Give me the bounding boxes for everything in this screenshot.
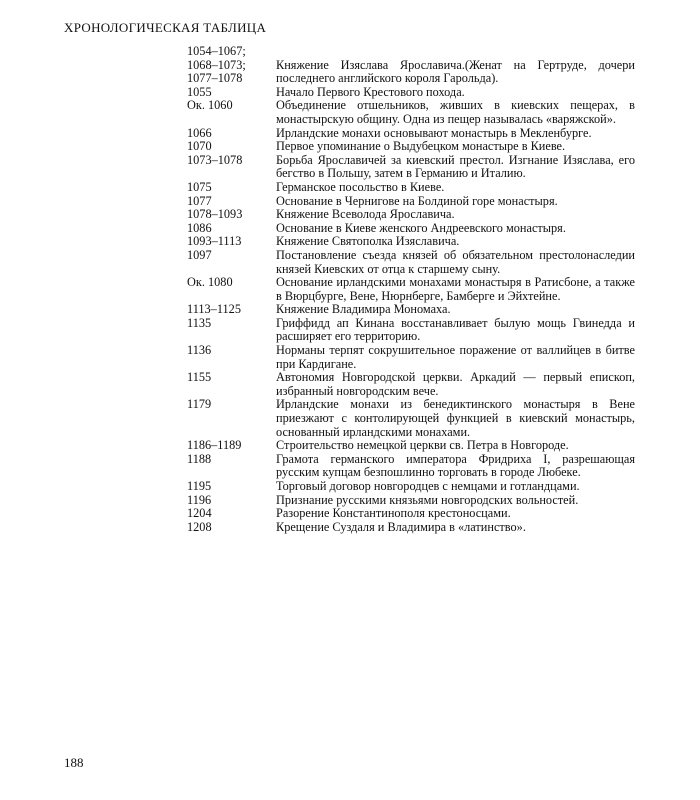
chronology-row xyxy=(187,439,635,453)
row-date: 1070 xyxy=(187,139,212,154)
chronology-row xyxy=(187,86,635,100)
row-event: Автономия Новгородской церкви. Аркадий — первый епископ, избранный новгородским вече. xyxy=(276,370,635,398)
chronology-row xyxy=(187,140,635,154)
row-date: Ок. 1060 xyxy=(187,98,233,113)
row-event: Гриффидд ап Кинана восстанавливает былую мощь Гвинедда и расширяет его территорию. xyxy=(276,315,635,344)
chronology-row xyxy=(187,480,635,494)
row-date: 1066 xyxy=(187,125,212,140)
row-date: 1093–1113 xyxy=(187,234,242,249)
running-header: ХРОНОЛОГИЧЕСКАЯ ТАБЛИЦА xyxy=(64,20,267,35)
row-date: 1188 xyxy=(187,451,212,466)
chronology-row xyxy=(187,235,635,249)
row-event: Основание в Чернигове на Болдиной горе монастыря. xyxy=(276,193,558,208)
chronology-row xyxy=(187,208,635,222)
row-date: 1179 xyxy=(187,397,212,412)
row-date: 1097 xyxy=(187,247,212,262)
row-date: 1136 xyxy=(187,343,212,358)
row-date: 1208 xyxy=(187,519,212,534)
row-date: 1086 xyxy=(187,220,212,235)
row-event: Разорение Константинополя крестоносцами. xyxy=(276,506,511,521)
chronology-row xyxy=(187,317,635,344)
row-date: 1204 xyxy=(187,506,212,521)
row-event: Строительство немецкой церкви св. Петра в Новгороде. xyxy=(276,438,569,453)
row-event: Княжение Всеволода Ярославича. xyxy=(276,207,455,222)
row-date: 1068–1073; 1077–1078 xyxy=(187,57,246,86)
row-event: Грамота германского императора Фридриха I, разрешающая русским купцам безпошлинно торговать в городе Любеке. xyxy=(276,451,635,480)
row-date: 1075 xyxy=(187,179,212,194)
row-event: Первое упоминание о Выдубецком монастыре в Киеве. xyxy=(276,139,566,154)
chronology-row xyxy=(187,99,635,126)
row-date: 1077 xyxy=(187,193,212,208)
row-date: 1195 xyxy=(187,479,212,493)
row-event: Княжение Владимира Мономаха. xyxy=(276,302,451,317)
row-date: 1113–1125 xyxy=(187,302,241,317)
chronology-row xyxy=(187,276,635,303)
chronology-row xyxy=(187,249,635,276)
row-date: 1186–1189 xyxy=(187,438,242,453)
row-event: Борьба Ярославичей за киевский престол. Изгнание Изяслава, его бегство в Польшу, затем в Германию и Италию. xyxy=(276,152,635,181)
chronology-row xyxy=(187,154,635,181)
page-number: 188 xyxy=(64,755,84,770)
row-date: 1073–1078 xyxy=(187,152,243,167)
chronology-row xyxy=(187,195,635,209)
chronology-table xyxy=(187,45,635,534)
row-event: Норманы терпят сокрушительное поражение от валлийцев в битве при Кардигане. xyxy=(276,343,635,371)
row-event: Основание ирландскими монахами монастыря в Ратисбоне, а также в Вюрцбурге, Вене, Нюрнберге, Бамберге и Эйхтейне. xyxy=(276,275,635,303)
chronology-row xyxy=(187,181,635,195)
row-date: 1055 xyxy=(187,84,212,99)
chronology-row xyxy=(187,398,635,439)
chronology-row xyxy=(187,507,635,521)
row-event: Основание в Киеве женского Андреевского монастыря. xyxy=(276,220,566,235)
row-date: 1078–1093 xyxy=(187,207,243,222)
row-date: 1135 xyxy=(187,315,212,330)
row-date: 1155 xyxy=(187,370,212,385)
row-event: Ирландские монахи из бенедиктинского монастыря в Вене приезжают с контолирующей функцией в киевский монастырь, основанный ирландскими монахами. xyxy=(276,397,635,439)
chronology-row xyxy=(187,453,635,480)
row-date: Ок. 1080 xyxy=(187,275,233,290)
chronology-row xyxy=(187,494,635,508)
chronology-row xyxy=(187,344,635,371)
row-event: Начало Первого Крестового похода. xyxy=(276,84,465,99)
chronology-row xyxy=(187,303,635,317)
chronology-row xyxy=(187,59,635,86)
chronology-row xyxy=(187,45,635,59)
row-event: Крещение Суздаля и Владимира в «латинство». xyxy=(276,519,526,534)
row-event: Княжение Святополка Изяславича. xyxy=(276,234,460,249)
row-event: Постановление съезда князей об обязательном престолонаследии князей Киевских от отца к старшему сыну. xyxy=(276,247,635,276)
chronology-row xyxy=(187,127,635,141)
row-event: Признание русскими князьями новгородских вольностей. xyxy=(276,492,579,507)
chronology-row xyxy=(187,222,635,236)
row-event: Германское посольство в Киеве. xyxy=(276,179,445,194)
row-event: Объединение отшельников, живших в киевских пещерах, в монастырскую общину. Одна из пещер называлась «варяжской». xyxy=(276,98,635,126)
row-event: Ирландские монахи основывают монастырь в Мекленбурге. xyxy=(276,125,592,140)
row-event: Княжение Изяслава Ярославича.(Женат на Гертруде, дочери последнего английского короля Гарольда). xyxy=(276,57,635,86)
chronology-row xyxy=(187,371,635,398)
chronology-row xyxy=(187,521,635,535)
row-event: Торговый договор новгородцев с немцами и готландцами. xyxy=(276,479,580,493)
row-date: 1196 xyxy=(187,492,212,507)
row-date: 1054–1067; xyxy=(187,44,246,58)
